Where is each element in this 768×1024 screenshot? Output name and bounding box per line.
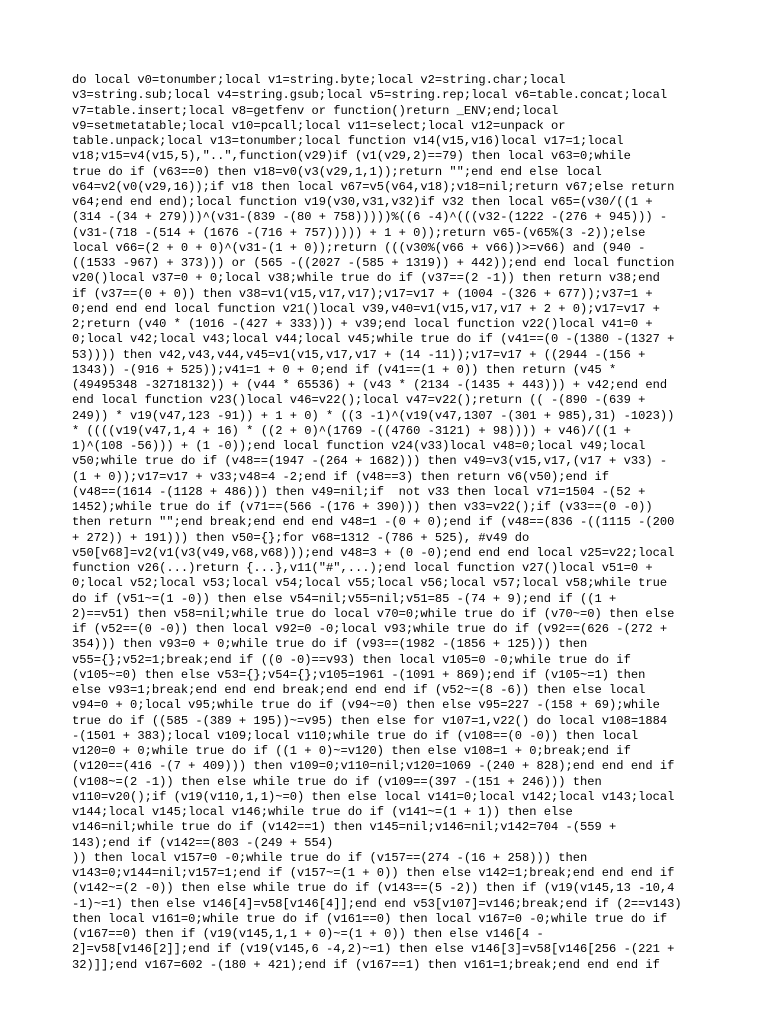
code-line: v50;while true do if (v48==(1947 -(264 + 1682))) then v49=v3(v15,v17,(v17 + v33) - <box>72 454 668 469</box>
code-line: 1452);while true do if (v71==(566 -(176 + 390))) then v33=v22();if (v33==(0 -0)) <box>72 500 653 514</box>
code-line: v120=0 + 0;while true do if ((1 + 0)~=v120) then else v108=1 + 0;break;end if <box>72 744 631 758</box>
code-line: true do if ((585 -(389 + 195))~=v95) then else for v107=1,v22() do local v108=1884 <box>72 713 668 728</box>
code-line: (v142~=(2 -0)) then else while true do if (v143==(5 -2)) then if (v19(v145,13 -10,4 <box>72 881 675 896</box>
code-line: v144;local v145;local v146;while true do if (v141~=(1 + 1)) then else <box>72 805 573 819</box>
code-line: 2]=v58[v146[2]];end if (v19(v145,6 -4,2)~=1) then else v146[3]=v58[v146[256 -(221 + <box>72 942 675 957</box>
code-line: v64;end end end);local function v19(v30,v31,v32)if v32 then local v65=(v30/((1 + <box>72 195 653 209</box>
code-line: 249)) * v19(v47,123 -91)) + 1 + 0) * ((3 -1)^(v19(v47,1307 -(301 + 985),31) -1023)) <box>72 408 675 423</box>
code-line: (314 -(34 + 279)))^(v31-(839 -(80 + 758)))))%((6 -4)^(((v32-(1222 -(276 + 945))) - <box>72 210 668 225</box>
code-line: else v93=1;break;end end end break;end end end if (v52~=(8 -6)) then else local <box>72 683 646 697</box>
code-line: + 272)) + 191))) then v50={};for v68=1312 -(786 + 525), #v49 do <box>72 530 530 545</box>
code-line: v55={};v52=1;break;end if ((0 -0)==v93) then local v105=0 -0;while true do if <box>72 652 631 667</box>
code-line: end local function v23()local v46=v22();local v47=v22();return (( -(890 -(639 + <box>72 393 646 408</box>
code-line: 354))) then v93=0 + 0;while true do if (v93==(1982 -(1856 + 125))) then <box>72 637 588 652</box>
code-line: 2;return (v40 * (1016 -(427 + 333))) + v39;end local function v22()local v41=0 + <box>72 317 653 331</box>
code-line: 0;local v42;local v43;local v44;local v45;while true do if (v41==(0 -(1380 -(1327 + <box>72 332 675 347</box>
code-text-block <box>72 73 712 973</box>
code-line: 1)^(108 -56))) + (1 -0));end local function v24(v33)local v48=0;local v49;local <box>72 439 646 453</box>
code-line: then return "";end break;end end end v48=1 -(0 + 0);end if (v48==(836 -((1115 -(200 <box>72 515 675 530</box>
code-line: do if (v51~=(1 -0)) then else v54=nil;v55=nil;v51=85 -(74 + 9);end if ((1 + <box>72 591 617 606</box>
code-line: 2)==v51) then v58=nil;while true do local v70=0;while true do if (v70~=0) then else <box>72 606 675 621</box>
code-line: 1343)) -(916 + 525));v41=1 + 0 + 0;end if (v41==(1 + 0)) then return (v45 * <box>72 362 617 377</box>
code-line: v146=nil;while true do if (v142==1) then v145=nil;v146=nil;v142=704 -(559 + <box>72 820 617 835</box>
code-line: 53)))) then v42,v43,v44,v45=v1(v15,v17,v17 + (14 -11));v17=v17 + ((2944 -(156 + <box>72 347 646 362</box>
code-line: (49495348 -32718132)) + (v44 * 65536) + (v43 * (2134 -(1435 + 443))) + v42;end end <box>72 378 668 392</box>
code-line: ((1533 -967) + 373))) or (565 -((2027 -(585 + 1319)) + 442));end end local function <box>72 256 675 270</box>
code-line: (v108~=(2 -1)) then else while true do if (v109==(397 -(151 + 246))) then <box>72 774 602 789</box>
code-line: then local v161=0;while true do if (v161==0) then local v167=0 -0;while true do if <box>72 911 668 926</box>
code-line: * ((((v19(v47,1,4 + 16) * ((2 + 0)^(1769 -((4760 -3121) + 98)))) + v46)/((1 + <box>72 423 631 438</box>
code-line: if (v37==(0 + 0)) then v38=v1(v15,v17,v17);v17=v17 + (1004 -(326 + 677));v37=1 + <box>72 286 653 301</box>
code-line: (v48==(1614 -(1128 + 486))) then v49=nil;if not v33 then local v71=1504 -(52 + <box>72 484 646 499</box>
code-line: 0;end end end local function v21()local v39,v40=v1(v15,v17,v17 + 2 + 0);v17=v17 + <box>72 301 660 316</box>
code-line: table.unpack;local v13=tonumber;local function v14(v15,v16)local v17=1;local <box>72 134 624 148</box>
code-line: v64=v2(v0(v29,16));if v18 then local v67=v5(v64,v18);v18=nil;return v67;else return <box>72 179 675 194</box>
code-line: v110=v20();if (v19(v110,1,1)~=0) then else local v141=0;local v142;local v143;local <box>72 789 675 804</box>
code-line: -1)~=1) then else v146[4]=v58[v146[4]];end end v53[v107]=v146;break;end if (2==v143) <box>72 896 682 911</box>
code-line: 32)]];end v167=602 -(180 + 421);end if (v167==1) then v161=1;break;end end end if <box>72 957 660 972</box>
code-line: (v167==0) then if (v19(v145,1,1 + 0)~=(1 + 0)) then else v146[4 - <box>72 927 544 941</box>
code-line: (1 + 0));v17=v17 + v33;v48=4 -2;end if (v48==3) then return v6(v50);end if <box>72 469 610 484</box>
code-line: (v120==(416 -(7 + 409))) then v109=0;v110=nil;v120=1069 -(240 + 828);end end end if <box>72 759 675 774</box>
code-line: function v26(...)return {...},v11("#",...);end local function v27()local v51=0 + <box>72 561 653 575</box>
code-line: v9=setmetatable;local v10=pcall;local v11=select;local v12=unpack or <box>72 118 566 133</box>
code-line: v7=table.insert;local v8=getfenv or function()return _ENV;end;local <box>72 103 559 118</box>
code-line: 0;local v52;local v53;local v54;local v55;local v56;local v57;local v58;while true <box>72 576 668 591</box>
code-line: v50[v68]=v2(v1(v3(v49,v68,v68)));end v48=3 + (0 -0);end end end local v25=v22;local <box>72 545 675 560</box>
code-line: do local v0=tonumber;local v1=string.byte;local v2=string.char;local <box>72 73 566 87</box>
code-line: (v31-(718 -(514 + (1676 -(716 + 757))))) + 1 + 0));return v65-(v65%(3 -2));else <box>72 225 646 240</box>
code-line: true do if (v63==0) then v18=v0(v3(v29,1,1));return "";end end else local <box>72 164 602 179</box>
code-line: 143);end if (v142==(803 -(249 + 554) <box>72 835 334 850</box>
code-line: v18;v15=v4(v15,5),"..",function(v29)if (v1(v29,2)==79) then local v63=0;while <box>72 149 631 164</box>
code-line: local v66=(2 + 0 + 0)^(v31-(1 + 0));return (((v30%(v66 + v66))>=v66) and (940 - <box>72 240 646 255</box>
code-line: v3=string.sub;local v4=string.gsub;local v5=string.rep;local v6=table.concat;local <box>72 88 668 103</box>
code-line: v20()local v37=0 + 0;local v38;while true do if (v37==(2 -1)) then return v38;end <box>72 271 660 286</box>
code-line: if (v52==(0 -0)) then local v92=0 -0;local v93;while true do if (v92==(626 -(272 + <box>72 622 668 636</box>
code-line: -(1501 + 383);local v109;local v110;while true do if (v108==(0 -0)) then local <box>72 728 639 743</box>
code-line: v94=0 + 0;local v95;while true do if (v94~=0) then else v95=227 -(158 + 69);while <box>72 698 660 713</box>
code-line: )) then local v157=0 -0;while true do if (v157==(274 -(16 + 258))) then <box>72 850 588 865</box>
code-line: v143=0;v144=nil;v157=1;end if (v157~=(1 + 0)) then else v142=1;break;end end end if <box>72 866 675 880</box>
code-line: (v105~=0) then else v53={};v54={};v105=1961 -(1091 + 869);end if (v105~=1) then <box>72 667 646 682</box>
